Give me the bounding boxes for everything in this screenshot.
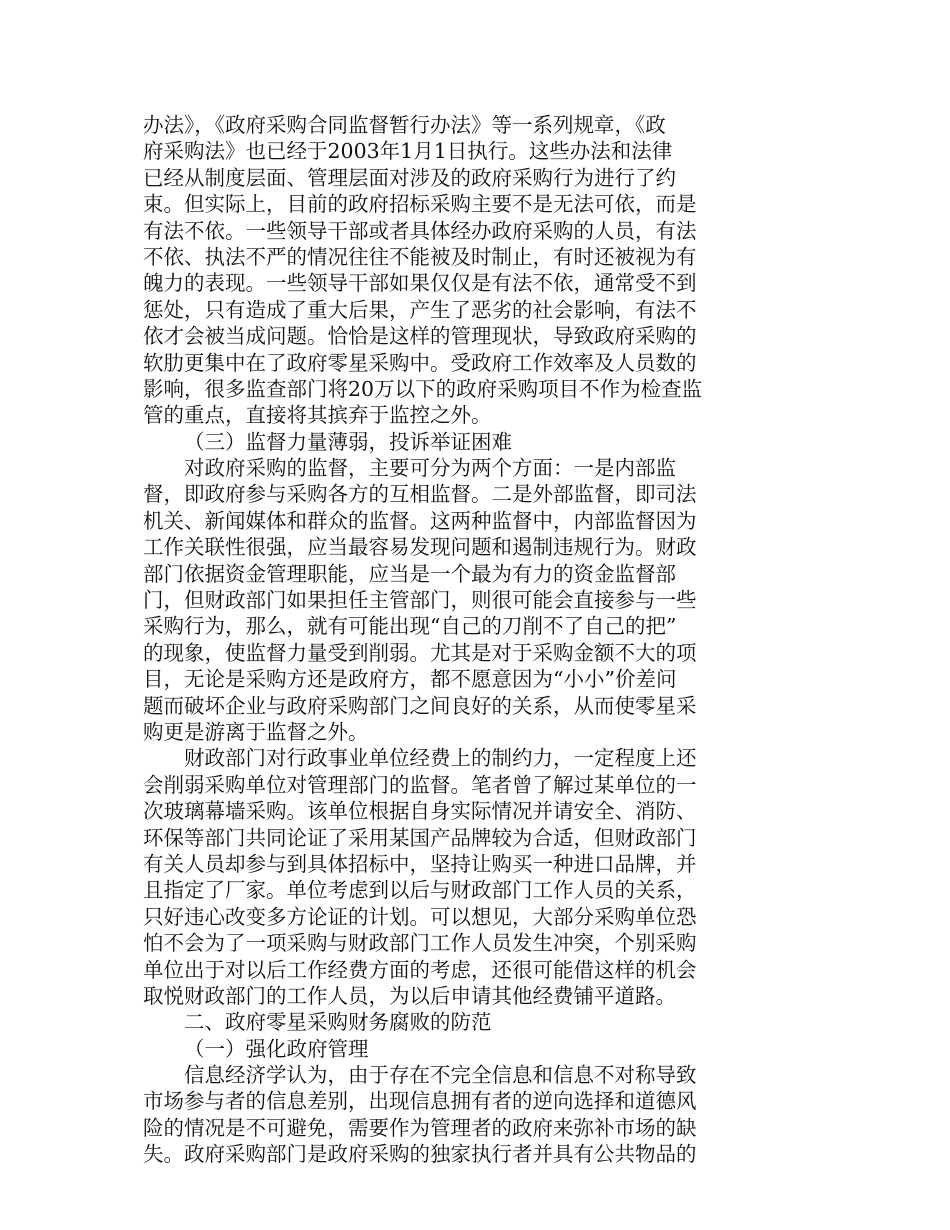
text-line: 购更是游离于监督之外。 xyxy=(143,719,369,744)
text-line: 且指定了厂家。单位考虑到以后与财政部门工作人员的关系， xyxy=(143,878,697,903)
text-line: 门，但财政部门如果担任主管部门，则很可能会直接参与一些 xyxy=(143,588,697,613)
text-line: 的现象，使监督力量受到削弱。尤其是对于采购金额不大的项 xyxy=(143,640,697,665)
text-line: 环保等部门共同论证了采用某国产品牌较为合适，但财政部门 xyxy=(143,825,697,850)
text-line: 险的情况是不可避免，需要作为管理者的政府来弥补市场的缺 xyxy=(143,1115,697,1140)
text-line: 市场参与者的信息差别，出现信息拥有者的逆向选择和道德风 xyxy=(143,1089,697,1114)
text-line: 不依、执法不严的情况往往不能被及时制止，有时还被视为有 xyxy=(143,244,697,269)
text-line: 怕不会为了一项采购与财政部门工作人员发生冲突，个别采购 xyxy=(143,931,697,956)
text-line: 财政部门对行政事业单位经费上的制约力，一定程度上还 xyxy=(184,746,697,771)
text-line: 取悦财政部门的工作人员，为以后申请其他经费铺平道路。 xyxy=(143,983,676,1008)
text-line: （三）监督力量薄弱，投诉举证困难 xyxy=(184,429,512,454)
text-line: 有关人员却参与到具体招标中，坚持让购买一种进口品牌，并 xyxy=(143,851,697,876)
text-line: 对政府采购的监督，主要可分为两个方面：一是内部监 xyxy=(184,456,676,481)
text-line: 单位出于对以后工作经费方面的考虑，还很可能借这样的机会 xyxy=(143,957,697,982)
text-line: 目，无论是采购方还是政府方，都不愿意因为“小小”价差问 xyxy=(143,667,677,692)
text-line: 府采购法》也已经于2003年1月1日执行。这些办法和法律 xyxy=(143,139,673,164)
text-line: 有法不依。一些领导干部或者具体经办政府采购的人员，有法 xyxy=(143,218,697,243)
text-line: 机关、新闻媒体和群众的监督。这两种监督中，内部监督因为 xyxy=(143,508,697,533)
text-line: 工作关联性很强，应当最容易发现问题和遏制违规行为。财政 xyxy=(143,535,697,560)
text-line: 二、政府零星采购财务腐败的防范 xyxy=(184,1010,492,1035)
document-body xyxy=(143,112,743,1168)
text-line: 采购行为，那么，就有可能出现“自己的刀削不了自己的把” xyxy=(143,614,677,639)
text-line: 信息经济学认为，由于存在不完全信息和信息不对称导致 xyxy=(184,1063,697,1088)
text-line: 软肋更集中在了政府零星采购中。受政府工作效率及人员数的 xyxy=(143,350,697,375)
text-line: 督，即政府参与采购各方的互相监督。二是外部监督，即司法 xyxy=(143,482,697,507)
text-line: 已经从制度层面、管理层面对涉及的政府采购行为进行了约 xyxy=(143,165,676,190)
text-line: 管的重点，直接将其摈弃于监控之外。 xyxy=(143,403,492,428)
text-line: 办法》，《政府采购合同监督暂行办法》等一系列规章，《政 xyxy=(143,113,666,137)
text-line: 魄力的表现。一些领导干部如果仅仅是有法不依，通常受不到 xyxy=(143,271,697,296)
text-line: （一）强化政府管理 xyxy=(184,1036,369,1061)
text-line: 失。政府采购部门是政府采购的独家执行者并具有公共物品的 xyxy=(143,1142,697,1167)
text-line: 会削弱采购单位对管理部门的监督。笔者曾了解过某单位的一 xyxy=(143,772,697,797)
text-line: 部门依据资金管理职能，应当是一个最为有力的资金监督部 xyxy=(143,561,676,586)
text-line: 依才会被当成问题。恰恰是这样的管理现状，导致政府采购的 xyxy=(143,324,697,349)
text-line: 只好违心改变多方论证的计划。可以想见，大部分采购单位恐 xyxy=(143,904,697,929)
text-line: 束。但实际上，目前的政府招标采购主要不是无法可依，而是 xyxy=(143,192,697,217)
text-line: 题而破坏企业与政府采购部门之间良好的关系，从而使零星采 xyxy=(143,693,697,718)
text-line: 影响，很多监查部门将20万以下的政府采购项目不作为检查监 xyxy=(143,376,703,401)
text-line: 次玻璃幕墙采购。该单位根据自身实际情况并请安全、消防、 xyxy=(143,799,697,824)
text-line: 惩处，只有造成了重大后果，产生了恶劣的社会影响，有法不 xyxy=(143,297,697,322)
